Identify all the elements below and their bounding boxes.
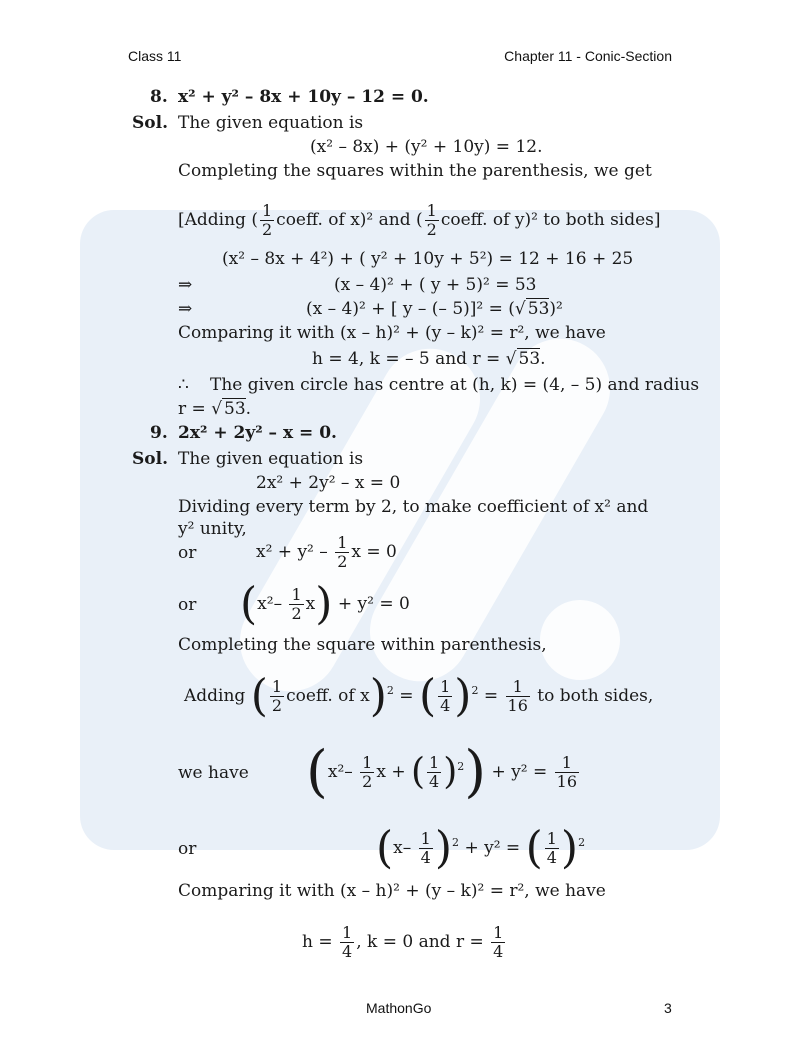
q8-line-7: (x – 4)² + [ y – (– 5)]² = (√ 53)² (306, 299, 563, 319)
q9-line-5: x² + y² – $\frac{1}{2}$ x = 0 (256, 533, 397, 571)
implies-symbol-1: ⇒ (178, 275, 193, 295)
header-chapter: Chapter 11 - Conic-Section (504, 48, 672, 64)
q9-line-10: (x– $\frac{1}{4}$ )$^2$ + y² = ( $\frac{1}{4}$ )$^2$ (376, 822, 586, 874)
q9-or-2: or (178, 595, 197, 615)
q8-line-1: The given equation is (178, 113, 364, 133)
q9-line-1: The given equation is (178, 449, 364, 469)
fraction-half: $\frac{1}{2}$ (271, 677, 283, 715)
q9-line-2: 2x² + 2y² – x = 0 (256, 473, 401, 493)
question-9-equation: 2x² + 2y² – x = 0. (178, 423, 337, 443)
q9-line-8: Adding ( $\frac{1}{2}$ coeff. of x)$^2$ = ( $\frac{1}{4}$ )$^2$ = $\frac{1}{16}$ to both sides, (184, 670, 654, 722)
q9-line-6: (x²– $\frac{1}{2}$ x) + y² = 0 (240, 578, 410, 630)
q8-line-8: Comparing it with (x – h)² + (y – k)² = r², we have (178, 323, 606, 343)
q9-or-1: or (178, 543, 197, 563)
q9-or-3: or (178, 839, 197, 859)
fraction-quarter: $\frac{1}{4}$ (420, 829, 431, 867)
fraction-quarter: $\frac{1}{4}$ (342, 923, 353, 961)
fraction-half: $\frac{1}{2}$ (291, 585, 302, 623)
footer-page-number: 3 (664, 1000, 672, 1016)
question-9-number: 9. (150, 423, 168, 443)
q9-line-7: Completing the square within parenthesis, (178, 635, 547, 655)
q8-line-2: (x² – 8x) + (y² + 10y) = 12. (310, 137, 543, 157)
solution-9-label: Sol. (132, 449, 168, 469)
fraction-quarter: $\frac{1}{4}$ (429, 753, 440, 791)
fraction-quarter: $\frac{1}{4}$ (546, 829, 557, 867)
therefore-symbol: ∴ (178, 375, 189, 395)
fraction-half: $\frac{1}{2}$ (337, 533, 348, 571)
q8-line-10: The given circle has centre at (h, k) = (4, – 5) and radius (210, 375, 700, 395)
question-8-number: 8. (150, 87, 168, 107)
fraction-half: $\frac{1}{2}$ (362, 753, 373, 791)
q8-adding-line (178, 200, 661, 240)
fraction-quarter: $\frac{1}{4}$ (493, 923, 504, 961)
q9-line-9-label: we have (178, 763, 249, 783)
solution-8-label: Sol. (132, 113, 168, 133)
q8-line-3: Completing the squares within the parenthesis, we get (178, 161, 652, 181)
header-class: Class 11 (128, 48, 182, 64)
q8-line-11: r = √ 53. (178, 399, 252, 419)
fraction-sixteenth: $\frac{1}{16}$ (507, 677, 528, 715)
fraction-quarter: $\frac{1}{4}$ (440, 677, 451, 715)
q9-line-11: Comparing it with (x – h)² + (y – k)² = r², we have (178, 881, 606, 901)
fraction-half-2: $\frac{1}{2}$ (426, 201, 437, 239)
footer-brand: MathonGo (366, 1000, 432, 1016)
fraction-half: $\frac{1}{2}$ (261, 201, 273, 239)
q9-line-9: (x²– $\frac{1}{2}$ x + ( $\frac{1}{4}$ )$^2$) + y² = $\frac{1}{16}$ (306, 739, 578, 805)
adding-text-1: [Adding ( (178, 210, 258, 230)
question-8-equation: x² + y² – 8x + 10y – 12 = 0. (178, 87, 429, 107)
q9-line-4: y² unity, (178, 519, 247, 539)
implies-symbol-2: ⇒ (178, 299, 193, 319)
q9-line-3: Dividing every term by 2, to make coefficient of x² and (178, 497, 649, 517)
fraction-sixteenth: $\frac{1}{16}$ (556, 753, 578, 791)
q8-line-6: (x – 4)² + ( y + 5)² = 53 (334, 275, 537, 295)
q8-line-5: (x² – 8x + 4²) + ( y² + 10y + 5²) = 12 + 16 + 25 (222, 249, 634, 269)
q8-line-9: h = 4, k = – 5 and r = √ 53. (312, 349, 546, 369)
adding-text-2: coeff. of x)² and ( (276, 210, 423, 230)
adding-text-3: coeff. of y)² to both sides] (440, 210, 661, 230)
q9-line-12: h = $\frac{1}{4}$ , k = 0 and r = $\frac{1}{4}$ (302, 923, 504, 961)
